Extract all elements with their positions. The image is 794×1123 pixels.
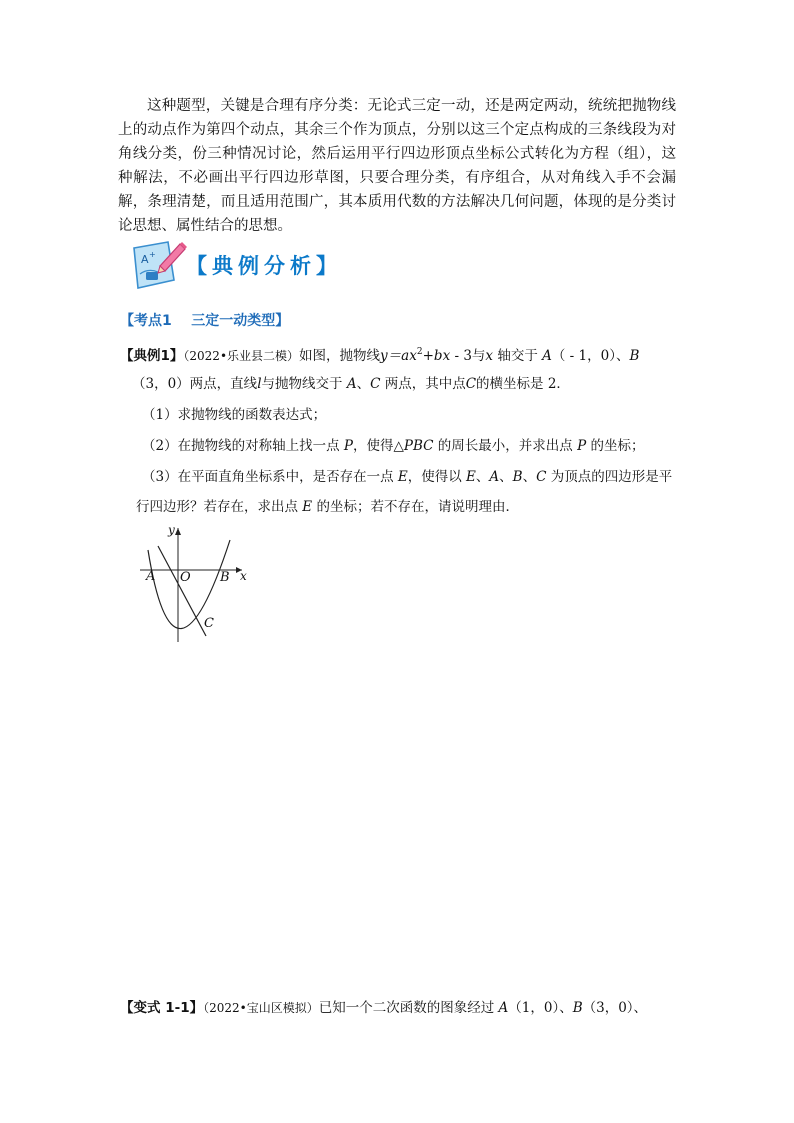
intro-paragraph: 这种题型，关键是合理有序分类：无论式三定一动，还是两定两动，统统把抛物线上的动点作为第四个动点，其余三个作为顶点，分别以这三个定点构成的三条线段为对角线分类，份三种情况讨论，然后运用平行四边形顶点坐标公式转化为方程（组），这种解法，不必画出平行四边形草图，只要合理分类，有序组合，从对角线入手不会漏解，条理清楚，而且适用范围广，其本质用代数的方法解决几何问题，体现的是分类讨论思想、属性结合的思想。 — [118, 98, 676, 234]
y-axis-arrow — [175, 528, 181, 535]
section-banner — [128, 236, 348, 294]
example-tag: 【典例1】 — [120, 348, 184, 364]
variant-tag: 【变式 1-1】 — [120, 1000, 204, 1016]
label-B: B — [220, 570, 230, 585]
pencil-paper-icon — [128, 236, 188, 294]
label-x: x — [240, 569, 247, 583]
label-O: O — [180, 570, 191, 585]
topic-heading: 【考点1 三定一动类型】 — [120, 313, 290, 329]
question-2: （2）在抛物线的对称轴上找一点 P，使得△PBC 的周长最小，并求出点 P 的坐标； — [142, 438, 645, 454]
question-3-cont: 行四边形？若存在，求出点 E 的坐标；若不存在，请说明理由． — [136, 499, 519, 515]
svg-text:+: + — [149, 250, 156, 259]
example-source: （2022•乐业县二模） — [183, 349, 300, 363]
svg-text:A: A — [141, 253, 149, 266]
question-3: （3）在平面直角坐标系中，是否存在一点 E，使得以 E、A、B、C 为顶点的四边形是平 — [142, 469, 673, 485]
example1-line1: 【典例1】（2022•乐业县二模）如图，抛物线$y=ax^2+bx - 3$与x 轴交于 A（ - 1，0）、B — [120, 347, 640, 364]
example1-line2: （3，0）两点，直线l与抛物线交于 A、C 两点，其中点C的横坐标是 2． — [132, 376, 570, 392]
variant-1-1: 【变式 1-1】（2022•宝山区模拟）已知一个二次函数的图象经过 A（1，0）、B（3，0）、 — [120, 1000, 648, 1016]
label-C: C — [204, 616, 214, 631]
banner-title: 【典例分析】 — [186, 254, 342, 278]
question-1: （1）求抛物线的函数表达式； — [142, 407, 327, 423]
label-y: y — [168, 523, 175, 537]
parabola-figure — [136, 522, 266, 650]
line-l — [158, 546, 206, 636]
variant-source: （2022•宝山区模拟） — [203, 1001, 319, 1015]
label-A: A — [146, 569, 156, 584]
parabola-diagram — [136, 522, 266, 646]
